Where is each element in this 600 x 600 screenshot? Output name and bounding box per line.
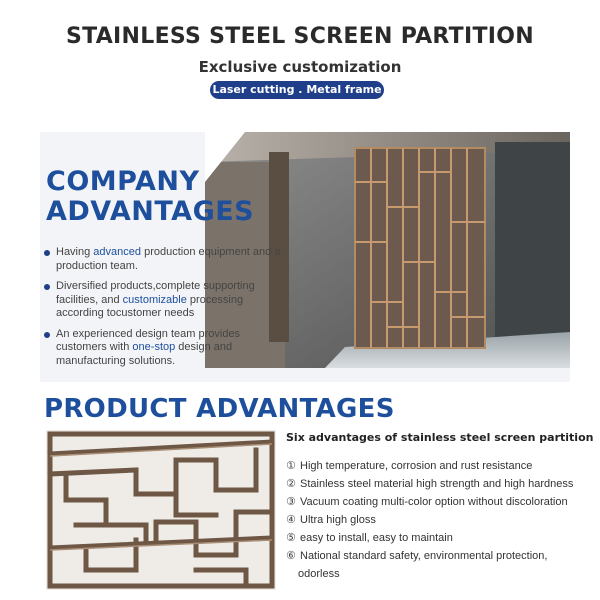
company-heading-line2: ADVANTAGES bbox=[46, 196, 255, 227]
six-advantages-title: Six advantages of stainless steel screen partition bbox=[286, 431, 594, 444]
feature-pill: Laser cutting . Metal frame bbox=[210, 81, 384, 99]
list-item: Having advanced production equipment and a production team. bbox=[44, 246, 284, 273]
page-subtitle: Exclusive customization bbox=[198, 58, 402, 76]
bullet-dot-icon bbox=[44, 250, 50, 256]
list-item: Diversified products,complete supporting facilities, and customizable processing according tocustomer needs bbox=[44, 280, 284, 321]
product-heading: PRODUCT ADVANTAGES bbox=[44, 394, 395, 424]
bullet-dot-icon bbox=[44, 284, 50, 290]
bullet-dot-icon bbox=[44, 332, 50, 338]
list-item: An experienced design team provides customers with one-stop design and manufacturing solutions. bbox=[44, 328, 284, 369]
company-heading-line1: COMPANY bbox=[46, 166, 200, 197]
list-item: ① High temperature, corrosion and rust resistance bbox=[286, 460, 533, 472]
product-advantages-list bbox=[286, 457, 586, 583]
lattice-screen-photo bbox=[46, 430, 276, 590]
page-title: STAINLESS STEEL SCREEN PARTITION bbox=[65, 24, 534, 49]
list-item: ② Stainless steel material high strength and high hardness bbox=[286, 478, 574, 490]
list-item: ④ Ultra high gloss bbox=[286, 514, 376, 526]
list-item: ⑥ National standard safety, environmental protection, odorless bbox=[286, 550, 548, 580]
company-advantages-list bbox=[44, 246, 284, 375]
list-item: ③ Vacuum coating multi-color option without discoloration bbox=[286, 496, 568, 508]
list-item: ⑤ easy to install, easy to maintain bbox=[286, 532, 453, 544]
